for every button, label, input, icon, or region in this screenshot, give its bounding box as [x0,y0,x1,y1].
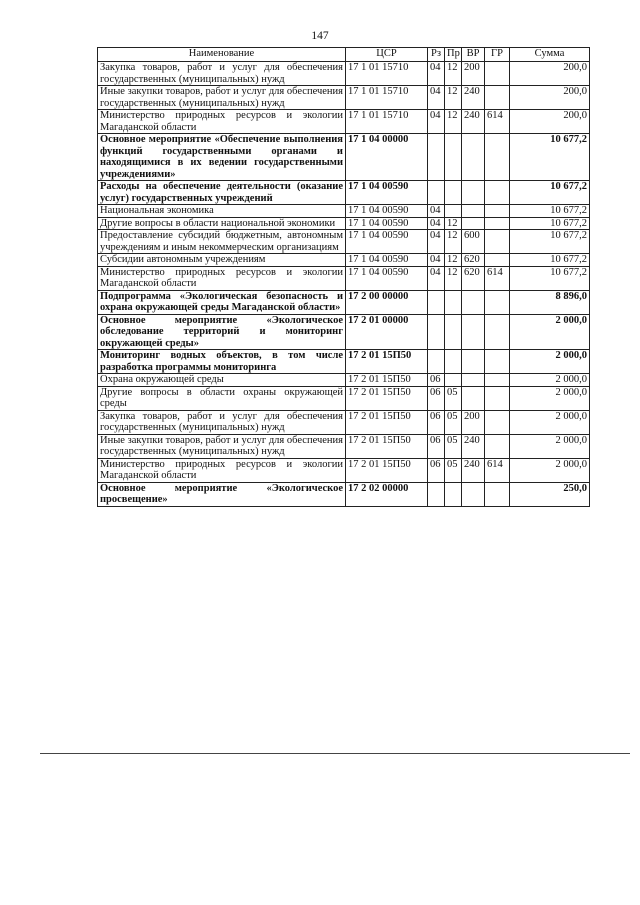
row-name-cell: Национальная экономика [98,205,346,218]
table-row [98,290,590,314]
row-pr-cell: 12 [445,230,462,254]
row-rz-cell: 06 [428,434,445,458]
row-pr-cell [445,290,462,314]
row-csr-cell: 17 2 01 00000 [346,314,428,350]
row-name-cell: Расходы на обеспечение деятельности (оказание услуг) государственных учреждений [98,181,346,205]
row-csr-cell: 17 1 04 00590 [346,217,428,230]
budget-table [97,47,590,507]
row-pr-cell: 05 [445,458,462,482]
header-sum: Сумма [510,48,590,62]
row-name-cell: Основное мероприятие «Обеспечение выполнения функций государственными органами и находящимися в их ведении государственными учреждениями» [98,134,346,181]
row-sum-cell: 10 677,2 [510,266,590,290]
row-sum-cell: 10 677,2 [510,134,590,181]
table-row [98,374,590,387]
row-gr-cell [485,217,510,230]
row-rz-cell: 06 [428,386,445,410]
row-name-cell: Предоставление субсидий бюджетным, автономным учреждениям и иным некоммерческим организациям [98,230,346,254]
row-vr-cell: 200 [462,410,485,434]
row-gr-cell: 614 [485,458,510,482]
row-pr-cell: 12 [445,217,462,230]
row-pr-cell [445,134,462,181]
row-sum-cell: 200,0 [510,86,590,110]
row-vr-cell [462,314,485,350]
row-gr-cell: 614 [485,110,510,134]
table-row [98,217,590,230]
row-vr-cell [462,386,485,410]
table-row [98,314,590,350]
table-row [98,266,590,290]
row-pr-cell: 12 [445,266,462,290]
row-rz-cell: 06 [428,458,445,482]
row-rz-cell: 04 [428,254,445,267]
row-csr-cell: 17 1 01 15710 [346,110,428,134]
row-csr-cell: 17 2 01 15П50 [346,374,428,387]
row-pr-cell: 05 [445,386,462,410]
row-csr-cell: 17 2 01 15П50 [346,410,428,434]
table-row [98,181,590,205]
row-sum-cell: 2 000,0 [510,350,590,374]
row-pr-cell [445,482,462,506]
row-pr-cell [445,350,462,374]
row-gr-cell [485,181,510,205]
row-rz-cell: 04 [428,217,445,230]
row-csr-cell: 17 1 01 15710 [346,62,428,86]
row-gr-cell [485,386,510,410]
table-row [98,458,590,482]
row-pr-cell [445,314,462,350]
table-row [98,62,590,86]
table-row [98,254,590,267]
row-csr-cell: 17 1 04 00590 [346,205,428,218]
row-sum-cell: 10 677,2 [510,205,590,218]
row-pr-cell [445,374,462,387]
row-rz-cell: 06 [428,410,445,434]
row-name-cell: Иные закупки товаров, работ и услуг для обеспечения государственных (муниципальных) нужд [98,434,346,458]
header-gr: ГР [485,48,510,62]
row-gr-cell [485,134,510,181]
bottom-divider [40,753,630,754]
row-name-cell: Министерство природных ресурсов и экологии Магаданской области [98,458,346,482]
row-csr-cell: 17 1 04 00590 [346,254,428,267]
header-rz: Рз [428,48,445,62]
row-rz-cell [428,482,445,506]
row-vr-cell [462,290,485,314]
row-sum-cell: 2 000,0 [510,386,590,410]
row-sum-cell: 2 000,0 [510,314,590,350]
table-row [98,482,590,506]
row-gr-cell [485,350,510,374]
row-sum-cell: 10 677,2 [510,217,590,230]
header-vr: ВР [462,48,485,62]
row-sum-cell: 2 000,0 [510,458,590,482]
row-gr-cell [485,230,510,254]
row-sum-cell: 10 677,2 [510,230,590,254]
row-sum-cell: 200,0 [510,110,590,134]
row-csr-cell: 17 1 01 15710 [346,86,428,110]
row-gr-cell [485,290,510,314]
row-rz-cell: 04 [428,62,445,86]
row-rz-cell [428,181,445,205]
row-csr-cell: 17 2 02 00000 [346,482,428,506]
row-gr-cell [485,482,510,506]
row-sum-cell: 2 000,0 [510,410,590,434]
row-vr-cell [462,134,485,181]
row-gr-cell: 614 [485,266,510,290]
table-row [98,410,590,434]
row-name-cell: Закупка товаров, работ и услуг для обеспечения государственных (муниципальных) нужд [98,62,346,86]
row-gr-cell [485,254,510,267]
row-name-cell: Мониторинг водных объектов, в том числе разработка программы мониторинга [98,350,346,374]
row-gr-cell [485,410,510,434]
row-rz-cell: 04 [428,86,445,110]
row-name-cell: Закупка товаров, работ и услуг для обеспечения государственных (муниципальных) нужд [98,410,346,434]
table-row [98,434,590,458]
row-csr-cell: 17 1 04 00590 [346,181,428,205]
row-name-cell: Другие вопросы в области охраны окружающей среды [98,386,346,410]
row-gr-cell [485,314,510,350]
table-row [98,86,590,110]
row-sum-cell: 10 677,2 [510,181,590,205]
row-name-cell: Министерство природных ресурсов и экологии Магаданской области [98,266,346,290]
table-row [98,386,590,410]
row-gr-cell [485,374,510,387]
table-row [98,350,590,374]
row-name-cell: Подпрограмма «Экологическая безопасность и охрана окружающей среды Магаданской области» [98,290,346,314]
row-sum-cell: 10 677,2 [510,254,590,267]
row-rz-cell [428,290,445,314]
row-name-cell: Другие вопросы в области национальной экономики [98,217,346,230]
row-rz-cell: 04 [428,266,445,290]
row-rz-cell: 04 [428,205,445,218]
row-gr-cell [485,62,510,86]
row-name-cell: Иные закупки товаров, работ и услуг для обеспечения государственных (муниципальных) нужд [98,86,346,110]
row-rz-cell: 04 [428,110,445,134]
row-vr-cell [462,374,485,387]
row-gr-cell [485,434,510,458]
table-row [98,230,590,254]
row-csr-cell: 17 1 04 00590 [346,230,428,254]
row-csr-cell: 17 2 01 15П50 [346,458,428,482]
row-pr-cell: 05 [445,410,462,434]
row-vr-cell: 200 [462,62,485,86]
row-name-cell: Охрана окружающей среды [98,374,346,387]
row-sum-cell: 8 896,0 [510,290,590,314]
row-sum-cell: 2 000,0 [510,434,590,458]
row-sum-cell: 2 000,0 [510,374,590,387]
row-csr-cell: 17 2 01 15П50 [346,350,428,374]
row-name-cell: Субсидии автономным учреждениям [98,254,346,267]
row-sum-cell: 250,0 [510,482,590,506]
row-csr-cell: 17 2 01 15П50 [346,386,428,410]
row-pr-cell [445,205,462,218]
row-rz-cell [428,314,445,350]
row-vr-cell [462,205,485,218]
row-pr-cell: 12 [445,254,462,267]
row-vr-cell [462,181,485,205]
row-vr-cell [462,217,485,230]
row-pr-cell: 12 [445,110,462,134]
row-pr-cell [445,181,462,205]
header-csr: ЦСР [346,48,428,62]
header-name: Наименование [98,48,346,62]
row-gr-cell [485,86,510,110]
row-csr-cell: 17 2 00 00000 [346,290,428,314]
row-pr-cell: 12 [445,62,462,86]
table-row [98,110,590,134]
row-vr-cell [462,482,485,506]
row-vr-cell: 620 [462,254,485,267]
row-name-cell: Основное мероприятие «Экологическое просвещение» [98,482,346,506]
page-number: 147 [311,30,329,42]
row-name-cell: Основное мероприятие «Экологическое обследование территорий и мониторинг окружающей среды» [98,314,346,350]
row-rz-cell: 04 [428,230,445,254]
row-vr-cell: 240 [462,434,485,458]
row-rz-cell [428,350,445,374]
row-vr-cell [462,350,485,374]
row-vr-cell: 620 [462,266,485,290]
row-vr-cell: 240 [462,458,485,482]
row-rz-cell [428,134,445,181]
row-csr-cell: 17 1 04 00590 [346,266,428,290]
row-vr-cell: 240 [462,86,485,110]
row-name-cell: Министерство природных ресурсов и экологии Магаданской области [98,110,346,134]
table-row [98,205,590,218]
row-vr-cell: 600 [462,230,485,254]
row-vr-cell: 240 [462,110,485,134]
row-pr-cell: 05 [445,434,462,458]
table-header-row [98,48,590,62]
row-sum-cell: 200,0 [510,62,590,86]
table-row [98,134,590,181]
header-pr: Пр [445,48,462,62]
row-gr-cell [485,205,510,218]
row-rz-cell: 06 [428,374,445,387]
table-body [98,62,590,507]
row-csr-cell: 17 1 04 00000 [346,134,428,181]
row-pr-cell: 12 [445,86,462,110]
row-csr-cell: 17 2 01 15П50 [346,434,428,458]
